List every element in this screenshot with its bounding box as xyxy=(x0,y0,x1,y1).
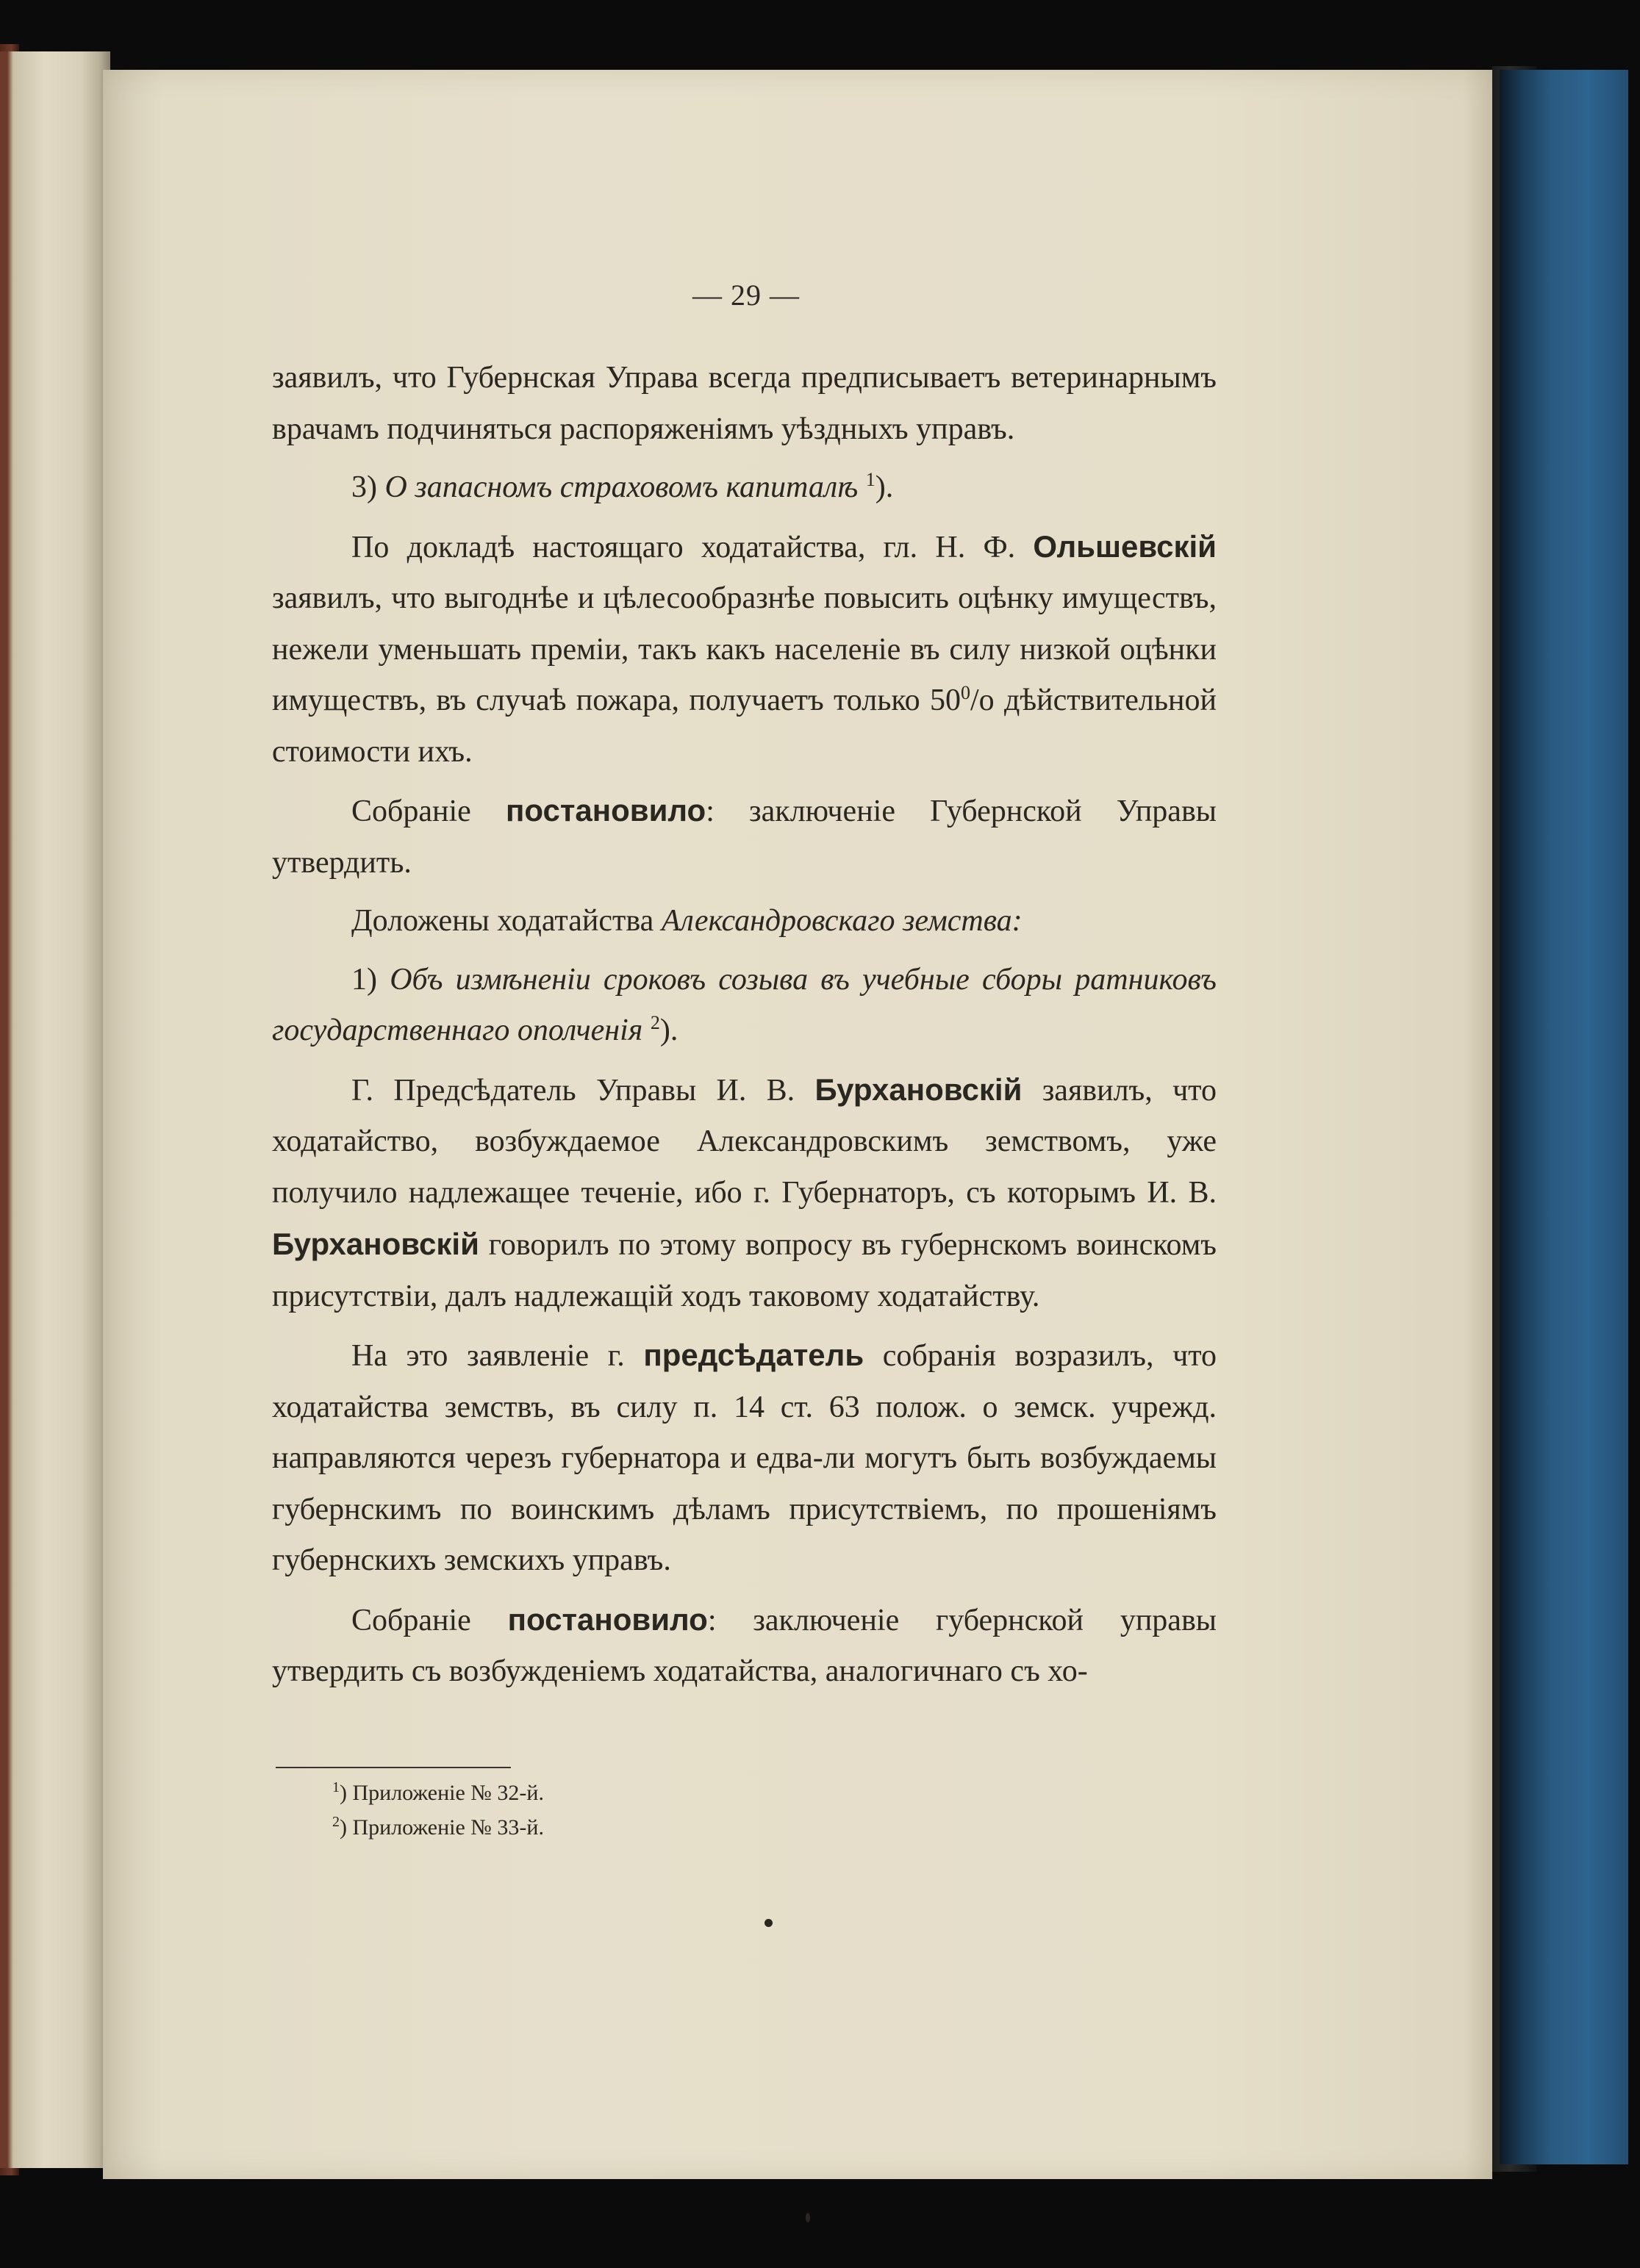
footnote-number: 2 xyxy=(332,1814,340,1830)
italic-title: Объ измѣненіи сроковъ созыва въ учебные сборы ратниковъ государственнаго ополченія xyxy=(272,962,1217,1047)
ink-speck xyxy=(806,2213,810,2222)
footnote-mark: 2 xyxy=(650,1012,660,1033)
blue-book-cover xyxy=(1500,70,1628,2164)
paragraph xyxy=(272,896,1217,947)
text-run: Собраніе xyxy=(351,1603,508,1637)
footnote-text: ) Приложеніе № 32-й. xyxy=(340,1781,544,1805)
footnote-mark: 1 xyxy=(865,469,875,490)
text-run: 3) xyxy=(351,470,385,504)
text-run xyxy=(642,1013,651,1047)
text-run: заявилъ, что Губернская Управа всегда предписываетъ ветеринарнымъ врачамъ подчиняться распоряженіямъ уѣздныхъ управъ. xyxy=(272,361,1217,446)
text-run: 1) xyxy=(351,962,390,997)
paragraph xyxy=(272,1064,1217,1323)
footnote-text: ) Приложеніе № 33-й. xyxy=(340,1815,544,1840)
text-run: Собраніе xyxy=(351,794,506,828)
footnote-mark: 0 xyxy=(960,682,970,703)
text-run: Доложены ходатайства xyxy=(351,904,662,938)
left-facing-page-edge xyxy=(0,51,110,2168)
footnotes xyxy=(332,1776,544,1845)
text-run: собранія возразилъ, что ходатайства земствъ, въ силу п. 14 ст. 63 полож. о земск. учрежд. направляются черезъ губернатора и едва-ли могутъ быть возбуждаемы губернскимъ по воинскимъ дѣламъ присутствіемъ, по прошеніямъ губернскихъ земскихъ управъ. xyxy=(272,1339,1217,1577)
emphasized-name: постановило xyxy=(506,793,706,828)
text-run: ). xyxy=(875,470,894,504)
text-run: заявилъ, что выгоднѣе и цѣлесообразнѣе повысить оцѣнку имуществъ, нежели уменьшать преміи, такъ какъ населеніе въ силу низкой оцѣнки имуществъ, въ случаѣ пожара, получаетъ только 50 xyxy=(272,581,1217,717)
emphasized-name: Бурхановскій xyxy=(272,1227,479,1261)
footnote xyxy=(332,1810,544,1845)
text-run: /о дѣйствительной стоимости ихъ. xyxy=(272,683,1217,769)
footnote-rule xyxy=(276,1767,511,1768)
paragraph xyxy=(272,462,1217,514)
body-text xyxy=(272,353,1217,1698)
footnote-number: 1 xyxy=(332,1779,340,1795)
italic-title: О запасномъ страховомъ капиталѣ xyxy=(384,470,859,504)
text-run: ). xyxy=(659,1013,678,1047)
ink-speck xyxy=(765,1919,773,1927)
emphasized-name: предсѣдатель xyxy=(643,1338,864,1372)
paragraph xyxy=(272,785,1217,889)
text-run: По докладѣ настоящаго ходатайства, гл. Н. Ф. xyxy=(351,530,1034,564)
page-number: — 29 — xyxy=(692,279,800,312)
italic-title: Александровскаго земства: xyxy=(661,904,1023,938)
text-run: : заключеніе губернской управы утвердить съ возбужденіемъ ходатайства, аналогичнаго съ хо- xyxy=(272,1603,1217,1688)
paragraph xyxy=(272,955,1217,1057)
emphasized-name: постановило xyxy=(507,1601,708,1637)
text-run xyxy=(858,470,866,504)
text-run: говорилъ по этому вопросу въ губернскомъ воинскомъ присутствіи, далъ надлежащій ходъ таковому ходатайству. xyxy=(272,1228,1217,1313)
paragraph xyxy=(272,1594,1217,1698)
paragraph xyxy=(272,1329,1217,1587)
emphasized-name: Бурхановскій xyxy=(814,1072,1023,1107)
text-run: Г. Предсѣдатель Управы И. В. xyxy=(351,1073,815,1108)
paragraph xyxy=(272,353,1217,455)
text-run: На это заявленіе г. xyxy=(351,1339,644,1373)
paragraph xyxy=(272,521,1217,778)
text-run: : заключеніе Губернской Управы утвердить. xyxy=(272,794,1217,880)
emphasized-name: Ольшевскій xyxy=(1033,528,1217,564)
text-run: заявилъ, что ходатайство, возбуждаемое Александровскимъ земствомъ, уже получило надлежащее теченіе, ибо г. Губернаторъ, съ которымъ И. В. xyxy=(272,1073,1217,1210)
footnote xyxy=(332,1776,544,1810)
